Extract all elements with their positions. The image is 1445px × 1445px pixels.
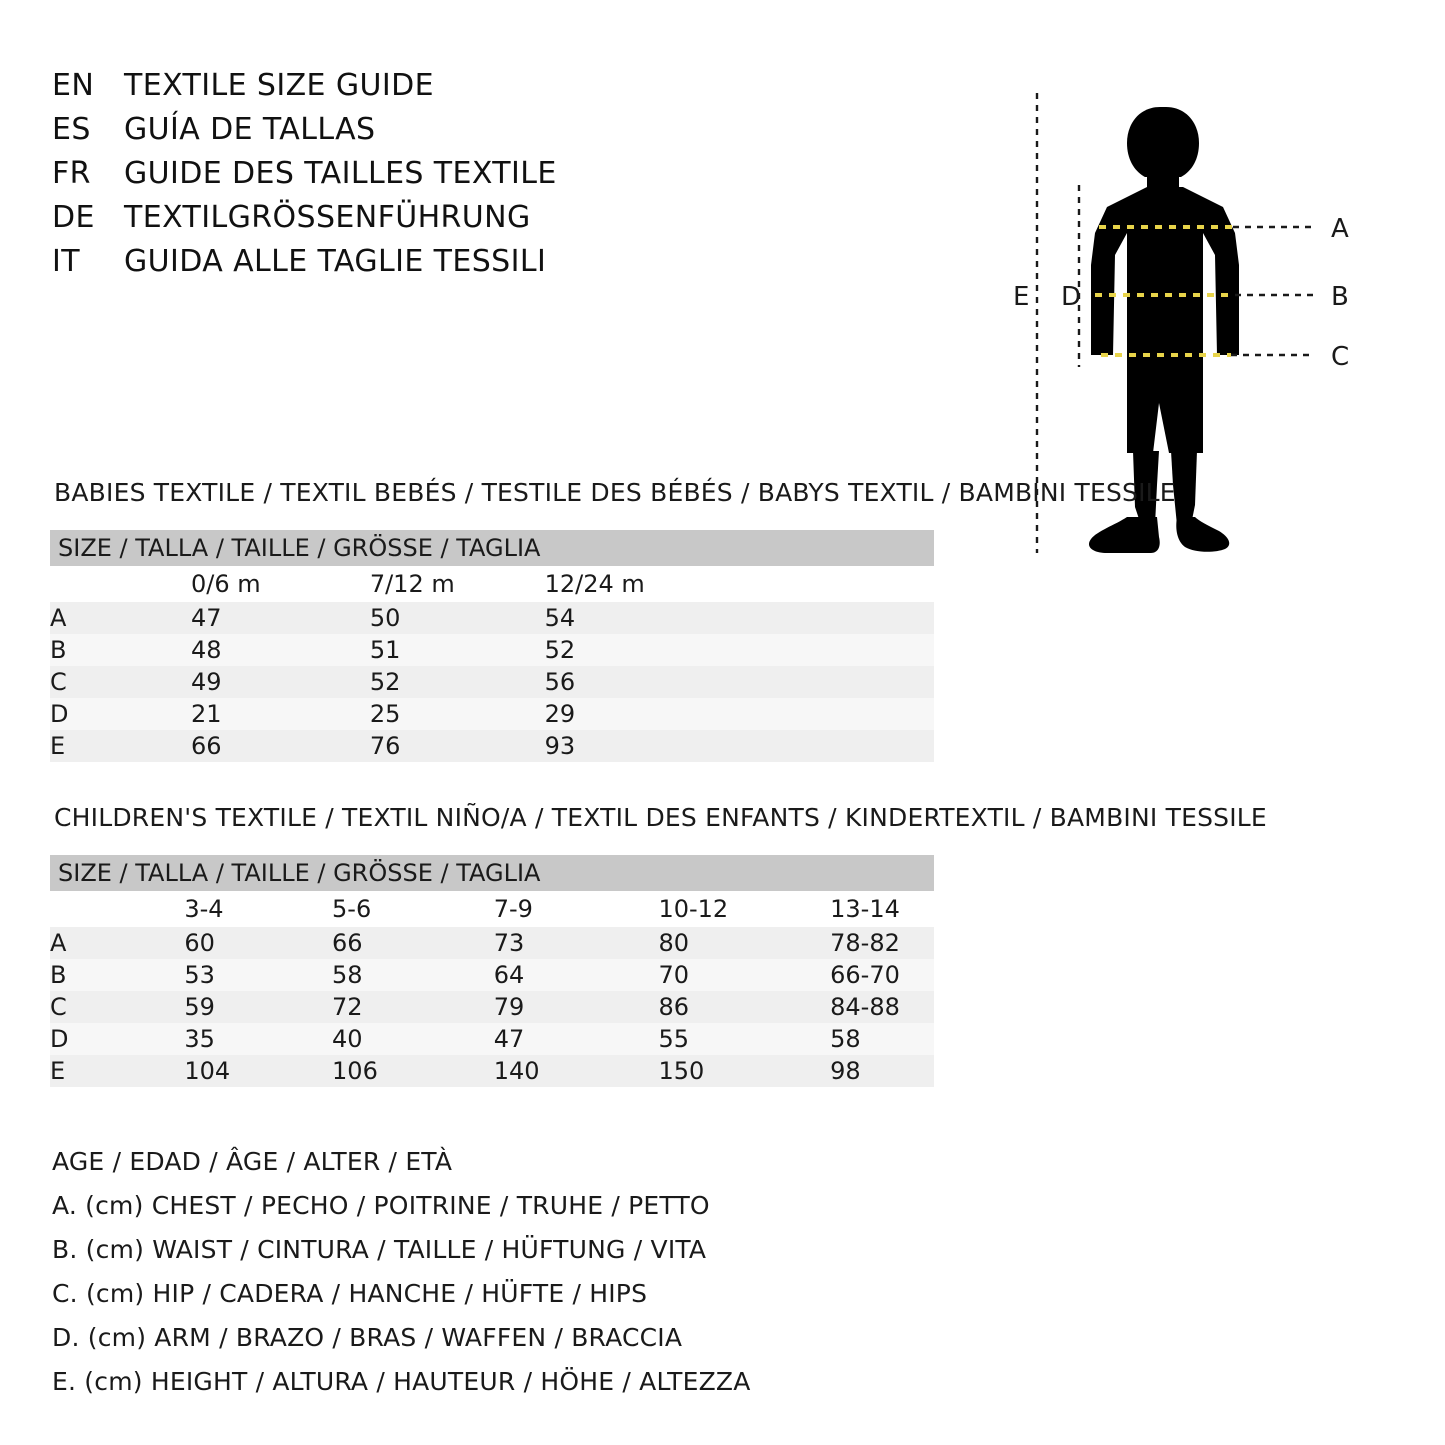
children-column-3: 10-12 xyxy=(583,891,750,927)
language-code-it: IT xyxy=(52,244,80,279)
babies-row-label-a: A xyxy=(50,602,83,634)
language-code-es: ES xyxy=(52,112,91,147)
children-cell-e-0: 104 xyxy=(76,1055,276,1087)
children-row-label-c: C xyxy=(50,991,76,1023)
children-cell-c-1: 72 xyxy=(276,991,426,1023)
language-title-it: GUIDA ALLE TAGLIE TESSILI xyxy=(124,244,547,279)
language-code-de: DE xyxy=(52,200,95,235)
babies-columns-row xyxy=(50,566,934,602)
children-cell-a-4: 78-82 xyxy=(750,927,934,959)
children-cell-d-3: 55 xyxy=(583,1023,750,1055)
legend-line-c: C. (cm) HIP / CADERA / HANCHE / HÜFTE / HIPS xyxy=(52,1279,648,1308)
table-row xyxy=(50,602,934,634)
children-section-title: CHILDREN'S TEXTILE / TEXTIL NIÑO/A / TEXTIL DES ENFANTS / KINDERTEXTIL / BAMBINI TESSILE xyxy=(54,803,1267,832)
children-column-2: 7-9 xyxy=(426,891,584,927)
legend-line-d: D. (cm) ARM / BRAZO / BRAS / WAFFEN / BRACCIA xyxy=(52,1323,683,1352)
language-row-fr xyxy=(52,156,872,200)
legend-line-e: E. (cm) HEIGHT / ALTURA / HAUTEUR / HÖHE / ALTEZZA xyxy=(52,1367,751,1396)
legend-line-a: A. (cm) CHEST / PECHO / POITRINE / TRUHE / PETTO xyxy=(52,1191,710,1220)
children-column-0: 3-4 xyxy=(76,891,276,927)
table-row xyxy=(50,1023,934,1055)
babies-cell-b-0: 48 xyxy=(83,634,320,666)
babies-column-1: 7/12 m xyxy=(320,566,503,602)
babies-column-2: 12/24 m xyxy=(503,566,934,602)
babies-cell-c-0: 49 xyxy=(83,666,320,698)
children-cell-a-0: 60 xyxy=(76,927,276,959)
figure-label-d: D xyxy=(1061,282,1082,312)
language-title-de: TEXTILGRÖSSENFÜHRUNG xyxy=(124,200,531,235)
babies-cell-b-1: 51 xyxy=(320,634,503,666)
table-row xyxy=(50,634,934,666)
language-title-fr: GUIDE DES TAILLES TEXTILE xyxy=(124,156,557,191)
children-cell-d-0: 35 xyxy=(76,1023,276,1055)
babies-cell-d-1: 25 xyxy=(320,698,503,730)
language-row-it xyxy=(52,244,872,288)
babies-cell-a-2: 54 xyxy=(503,602,934,634)
babies-cell-c-1: 52 xyxy=(320,666,503,698)
children-row-label-d: D xyxy=(50,1023,76,1055)
babies-row-label-e: E xyxy=(50,730,83,762)
children-cell-b-0: 53 xyxy=(76,959,276,991)
children-row-label-e: E xyxy=(50,1055,76,1087)
table-row xyxy=(50,1055,934,1087)
babies-cell-d-2: 29 xyxy=(503,698,934,730)
children-size-header: SIZE / TALLA / TAILLE / GRÖSSE / TAGLIA xyxy=(50,855,934,891)
babies-columns-corner xyxy=(50,566,83,602)
children-row-label-a: A xyxy=(50,927,76,959)
babies-size-table xyxy=(50,530,934,762)
language-code-fr: FR xyxy=(52,156,91,191)
children-cell-c-2: 79 xyxy=(426,991,584,1023)
figure-label-e: E xyxy=(1013,282,1030,312)
babies-size-header-row xyxy=(50,530,934,566)
children-cell-d-4: 58 xyxy=(750,1023,934,1055)
babies-size-header: SIZE / TALLA / TAILLE / GRÖSSE / TAGLIA xyxy=(50,530,934,566)
babies-cell-e-0: 66 xyxy=(83,730,320,762)
children-cell-d-2: 47 xyxy=(426,1023,584,1055)
legend-line-age: AGE / EDAD / ÂGE / ALTER / ETÀ xyxy=(52,1147,453,1176)
children-cell-e-3: 150 xyxy=(583,1055,750,1087)
babies-cell-e-2: 93 xyxy=(503,730,934,762)
children-cell-a-2: 73 xyxy=(426,927,584,959)
children-cell-c-4: 84-88 xyxy=(750,991,934,1023)
children-columns-corner xyxy=(50,891,76,927)
children-size-table xyxy=(50,855,934,1087)
babies-cell-a-1: 50 xyxy=(320,602,503,634)
figure-label-a: A xyxy=(1331,214,1349,244)
language-title-es: GUÍA DE TALLAS xyxy=(124,112,376,147)
babies-column-0: 0/6 m xyxy=(83,566,320,602)
children-cell-b-4: 66-70 xyxy=(750,959,934,991)
babies-cell-b-2: 52 xyxy=(503,634,934,666)
language-row-de xyxy=(52,200,872,244)
children-cell-e-4: 98 xyxy=(750,1055,934,1087)
children-columns-row xyxy=(50,891,934,927)
babies-cell-c-2: 56 xyxy=(503,666,934,698)
table-row xyxy=(50,698,934,730)
children-cell-c-3: 86 xyxy=(583,991,750,1023)
children-column-4: 13-14 xyxy=(750,891,934,927)
children-cell-d-1: 40 xyxy=(276,1023,426,1055)
language-row-es xyxy=(52,112,872,156)
babies-cell-a-0: 47 xyxy=(83,602,320,634)
table-row xyxy=(50,730,934,762)
language-code-en: EN xyxy=(52,68,95,103)
children-cell-e-1: 106 xyxy=(276,1055,426,1087)
babies-row-label-c: C xyxy=(50,666,83,698)
language-title-en: TEXTILE SIZE GUIDE xyxy=(124,68,434,103)
measurement-legend xyxy=(52,1140,952,1404)
children-cell-b-1: 58 xyxy=(276,959,426,991)
babies-row-label-d: D xyxy=(50,698,83,730)
figure-label-b: B xyxy=(1331,282,1349,312)
babies-cell-d-0: 21 xyxy=(83,698,320,730)
children-cell-c-0: 59 xyxy=(76,991,276,1023)
babies-cell-e-1: 76 xyxy=(320,730,503,762)
babies-row-label-b: B xyxy=(50,634,83,666)
children-cell-b-3: 70 xyxy=(583,959,750,991)
table-row xyxy=(50,959,934,991)
table-row xyxy=(50,991,934,1023)
table-row xyxy=(50,927,934,959)
figure-label-c: C xyxy=(1331,342,1350,372)
legend-line-b: B. (cm) WAIST / CINTURA / TAILLE / HÜFTUNG / VITA xyxy=(52,1235,707,1264)
children-size-header-row xyxy=(50,855,934,891)
children-cell-e-2: 140 xyxy=(426,1055,584,1087)
children-cell-a-3: 80 xyxy=(583,927,750,959)
babies-section-title: BABIES TEXTILE / TEXTIL BEBÉS / TESTILE DES BÉBÉS / BABYS TEXTIL / BAMBINI TESSILE xyxy=(54,478,1176,507)
children-column-1: 5-6 xyxy=(276,891,426,927)
children-row-label-b: B xyxy=(50,959,76,991)
children-cell-b-2: 64 xyxy=(426,959,584,991)
children-cell-a-1: 66 xyxy=(276,927,426,959)
table-row xyxy=(50,666,934,698)
language-row-en xyxy=(52,68,872,112)
language-header-block xyxy=(52,68,872,288)
